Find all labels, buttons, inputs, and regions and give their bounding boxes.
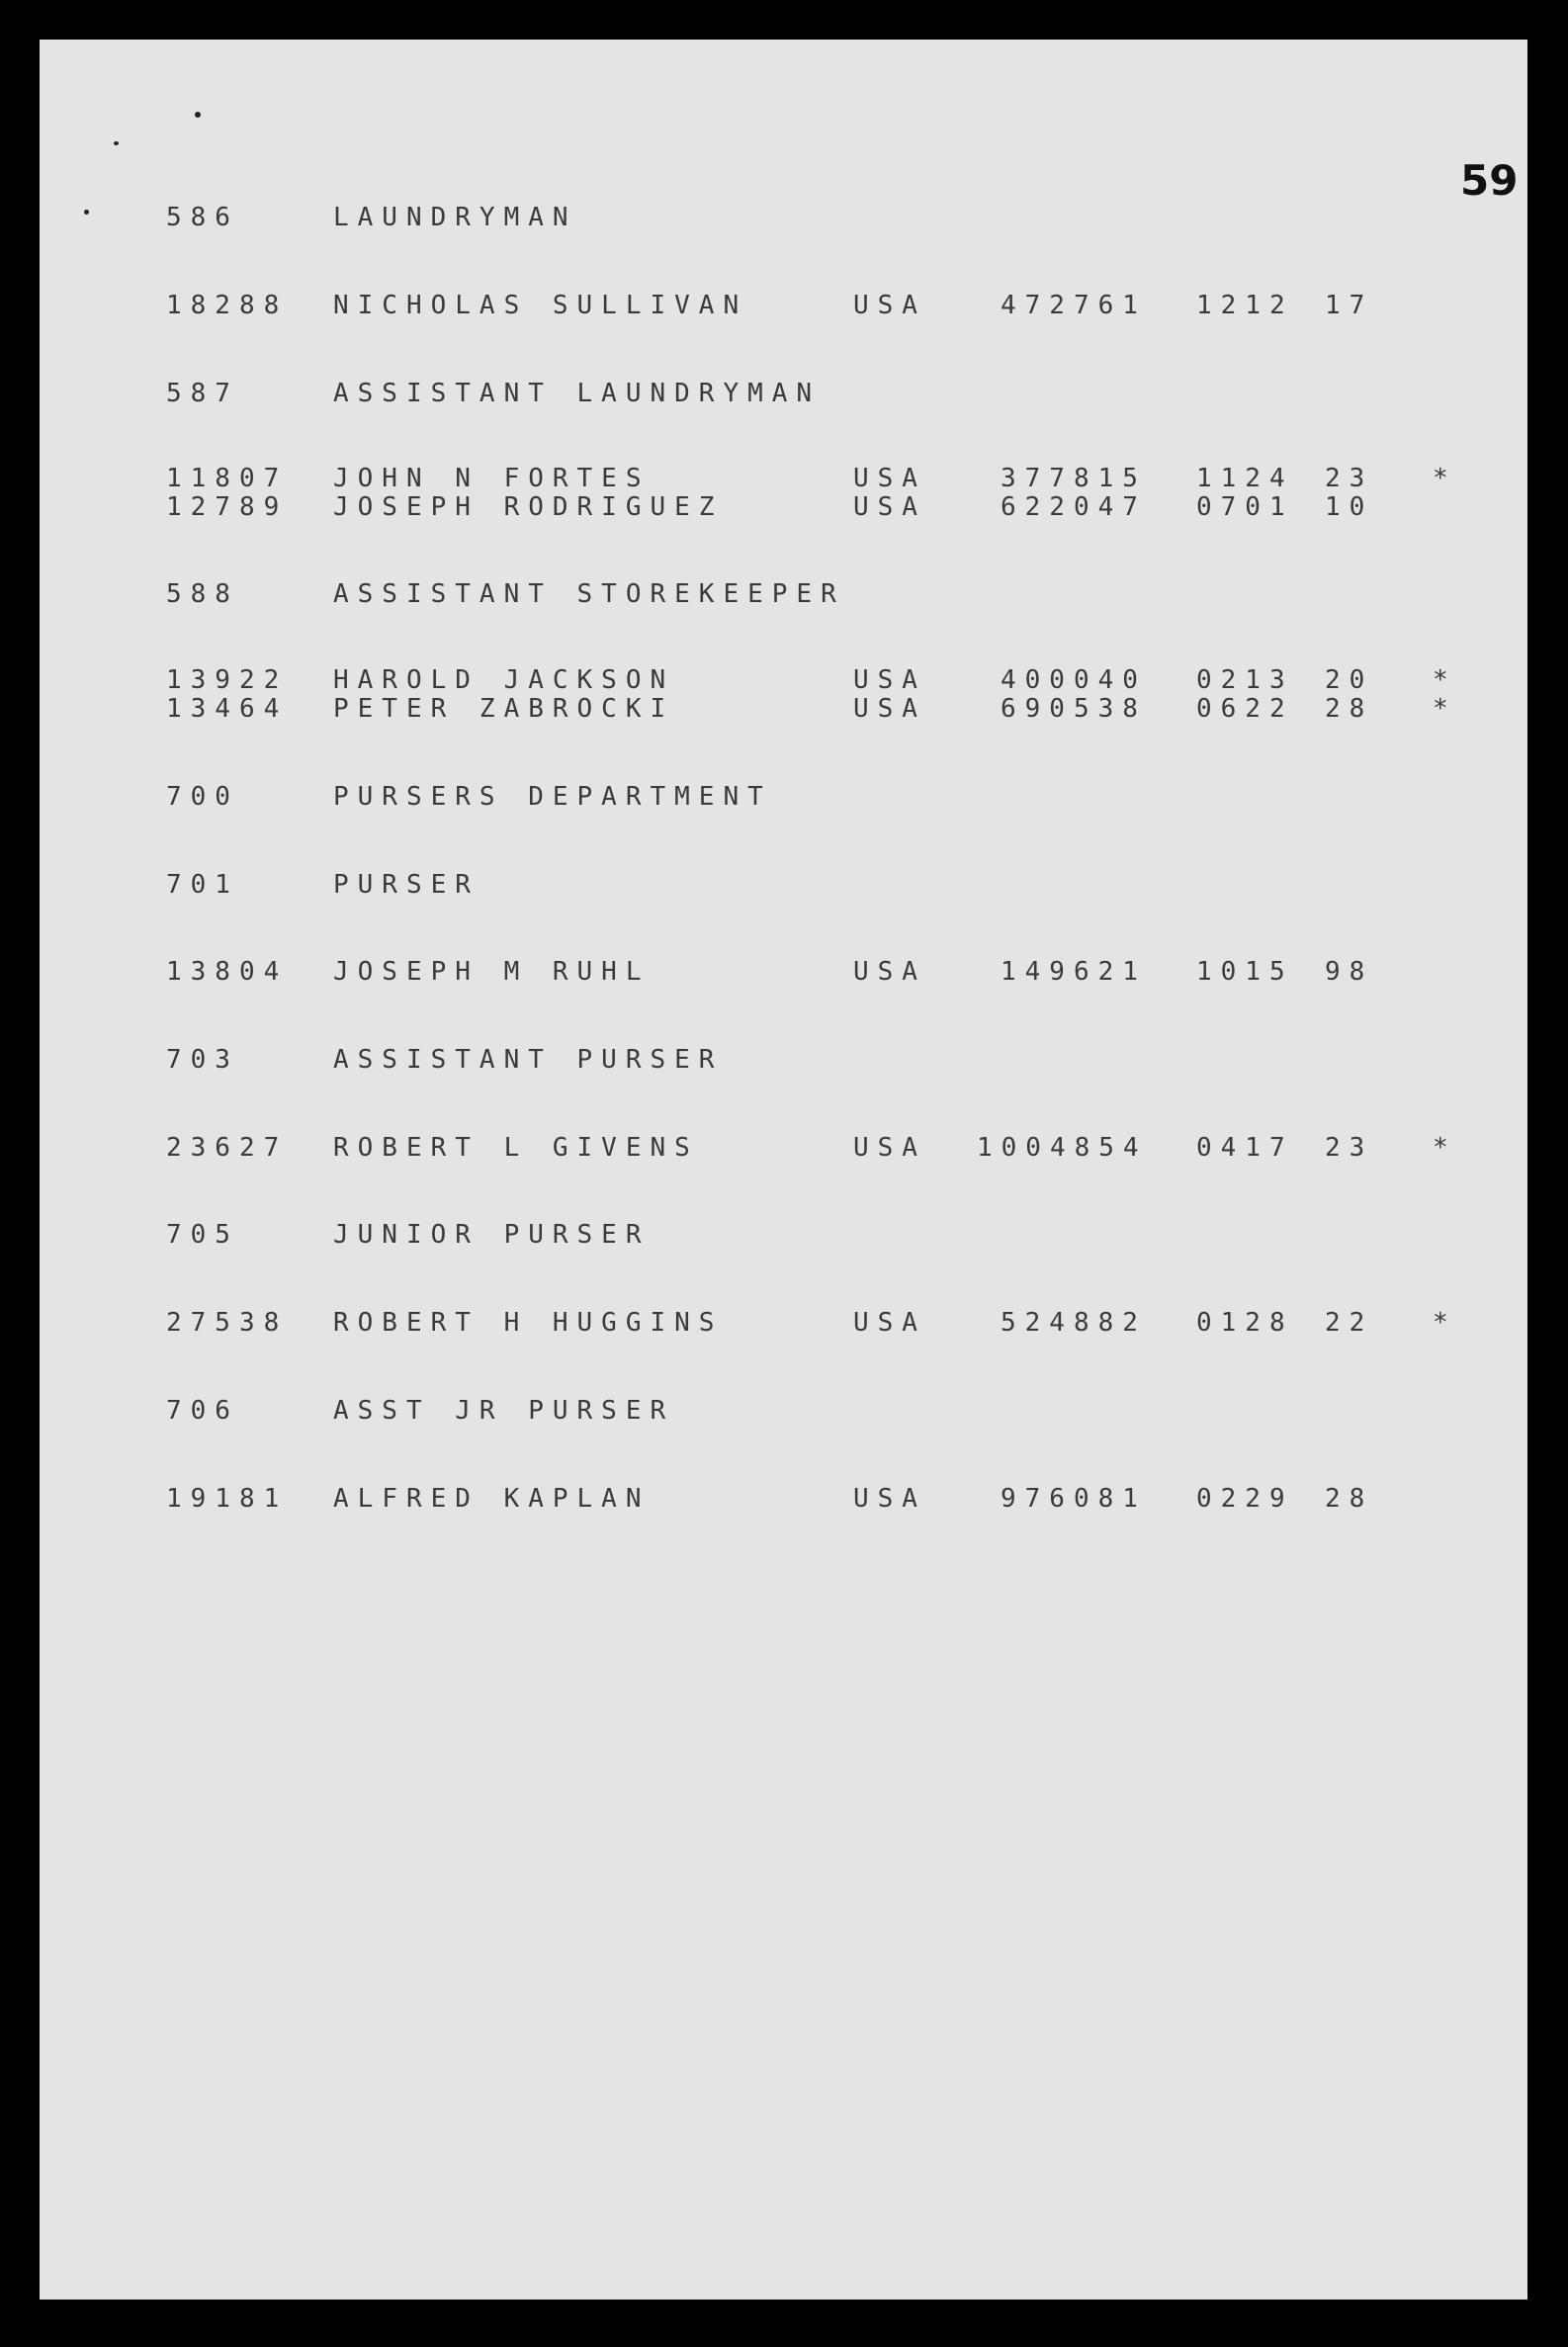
crew-number: 690538 (1001, 694, 1147, 724)
nationality: USA (853, 665, 926, 695)
nationality: USA (853, 492, 926, 522)
crew-mark: * (1433, 1133, 1457, 1163)
heading-row (40, 1045, 1527, 1079)
crew-name: ROBERT H HUGGINS (333, 1308, 724, 1338)
heading-code: 705 (166, 1220, 239, 1250)
crew-number: 622047 (1001, 492, 1147, 522)
heading-title: ASSISTANT PURSER (333, 1045, 724, 1075)
crew-entry-row (40, 694, 1527, 728)
crew-date: 0128 (1196, 1308, 1294, 1338)
crew-id: 13464 (166, 694, 289, 724)
heading-row (40, 1220, 1527, 1254)
crew-id: 23627 (166, 1133, 289, 1163)
crew-age: 23 (1325, 464, 1374, 493)
crew-name: ROBERT L GIVENS (333, 1133, 699, 1163)
crew-mark: * (1433, 1308, 1457, 1338)
crew-age: 20 (1325, 665, 1374, 695)
crew-id: 13922 (166, 665, 289, 695)
nationality: USA (853, 1484, 926, 1514)
crew-date: 1212 (1196, 291, 1294, 320)
crew-id: 27538 (166, 1308, 289, 1338)
crew-date: 1015 (1196, 957, 1294, 987)
crew-number: 976081 (1001, 1484, 1147, 1514)
heading-code: 706 (166, 1396, 239, 1426)
crew-mark: * (1433, 694, 1457, 724)
heading-code: 586 (166, 203, 239, 232)
nationality: USA (853, 1308, 926, 1338)
speck (114, 141, 119, 145)
heading-title: PURSER (333, 870, 479, 900)
heading-title: JUNIOR PURSER (333, 1220, 651, 1250)
crew-entry-row (40, 957, 1527, 991)
crew-entry-row (40, 492, 1527, 526)
crew-age: 98 (1325, 957, 1374, 987)
crew-date: 0213 (1196, 665, 1294, 695)
heading-code: 588 (166, 579, 239, 609)
crew-mark: * (1433, 464, 1457, 493)
heading-row (40, 782, 1527, 816)
crew-name: JOHN N FORTES (333, 464, 651, 493)
nationality: USA (853, 464, 926, 493)
crew-entry-row (40, 291, 1527, 324)
crew-entry-row (40, 1133, 1527, 1167)
crew-date: 0417 (1196, 1133, 1294, 1163)
crew-date: 0622 (1196, 694, 1294, 724)
crew-age: 23 (1325, 1133, 1374, 1163)
heading-title: ASST JR PURSER (333, 1396, 675, 1426)
crew-name: JOSEPH RODRIGUEZ (333, 492, 724, 522)
heading-title: LAUNDRYMAN (333, 203, 577, 232)
crew-number: 472761 (1001, 291, 1147, 320)
crew-id: 12789 (166, 492, 289, 522)
crew-id: 11807 (166, 464, 289, 493)
heading-title: ASSISTANT STOREKEEPER (333, 579, 845, 609)
nationality: USA (853, 694, 926, 724)
crew-date: 0701 (1196, 492, 1294, 522)
crew-name: JOSEPH M RUHL (333, 957, 651, 987)
crew-mark: * (1433, 665, 1457, 695)
crew-age: 10 (1325, 492, 1374, 522)
nationality: USA (853, 957, 926, 987)
heading-row (40, 870, 1527, 904)
speck (195, 112, 201, 118)
page-number: 59 (1460, 156, 1519, 205)
heading-row (40, 1396, 1527, 1430)
crew-age: 22 (1325, 1308, 1374, 1338)
heading-title: ASSISTANT LAUNDRYMAN (333, 379, 822, 408)
crew-date: 1124 (1196, 464, 1294, 493)
heading-title: PURSERS DEPARTMENT (333, 782, 772, 812)
crew-name: NICHOLAS SULLIVAN (333, 291, 748, 320)
heading-row (40, 579, 1527, 613)
crew-id: 19181 (166, 1484, 289, 1514)
crew-name: ALFRED KAPLAN (333, 1484, 651, 1514)
nationality: USA (853, 1133, 926, 1163)
crew-entry-row (40, 1308, 1527, 1342)
heading-row (40, 379, 1527, 412)
document-page (40, 40, 1527, 2300)
heading-row (40, 203, 1527, 236)
crew-id: 13804 (166, 957, 289, 987)
crew-name: PETER ZABROCKI (333, 694, 675, 724)
nationality: USA (853, 291, 926, 320)
crew-age: 17 (1325, 291, 1374, 320)
crew-date: 0229 (1196, 1484, 1294, 1514)
crew-name: HAROLD JACKSON (333, 665, 675, 695)
crew-number: 400040 (1001, 665, 1147, 695)
crew-number: 1004854 (977, 1133, 1148, 1163)
crew-age: 28 (1325, 694, 1374, 724)
heading-code: 700 (166, 782, 239, 812)
crew-number: 524882 (1001, 1308, 1147, 1338)
crew-age: 28 (1325, 1484, 1374, 1514)
crew-id: 18288 (166, 291, 289, 320)
crew-number: 149621 (1001, 957, 1147, 987)
heading-code: 587 (166, 379, 239, 408)
heading-code: 701 (166, 870, 239, 900)
crew-entry-row (40, 1484, 1527, 1518)
crew-number: 377815 (1001, 464, 1147, 493)
heading-code: 703 (166, 1045, 239, 1075)
